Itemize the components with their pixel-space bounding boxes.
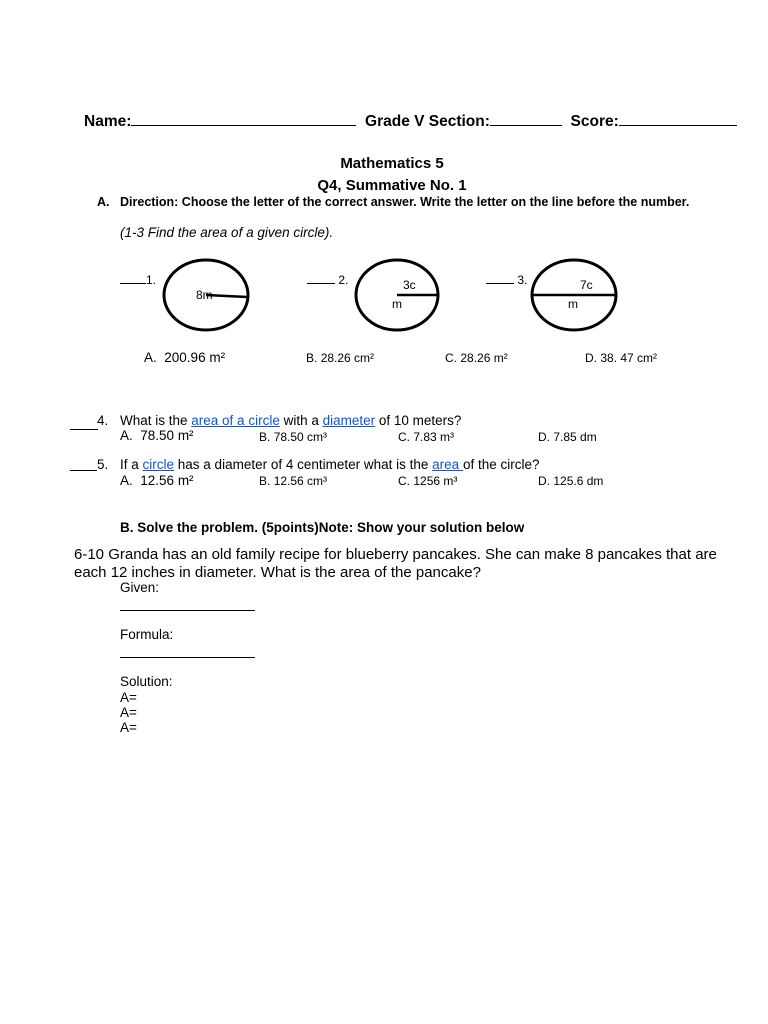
choice-letter: D. [585, 351, 597, 365]
choice-value: 200.96 m² [164, 350, 226, 365]
choice-letter: A. [144, 350, 157, 365]
given-label: Given: [120, 580, 160, 595]
q5-choice-b [259, 474, 327, 488]
circle-1-label: 8m [196, 288, 213, 302]
choice-value: 38. 47 cm² [600, 351, 658, 365]
circle-3-label-bottom: m [568, 297, 578, 311]
grade-section-label: Grade V Section: [365, 113, 490, 130]
document-subtitle: Q4, Summative No. 1 [317, 177, 467, 194]
circle-2-label-top: 3c [403, 278, 416, 292]
choice-letter: C. [398, 430, 410, 444]
choice-value: 78.50 cm³ [273, 430, 328, 444]
circle-number-3: 3. [517, 273, 528, 287]
q4-choice-a [120, 428, 194, 443]
q4-choice-b [259, 430, 327, 444]
answer-line-1 [120, 273, 156, 287]
problem-text-line-1: 6-10 Granda has an old family recipe for blueberry pancakes. She can make 8 pancakes that are [74, 546, 717, 563]
circle-figure-2 [356, 260, 438, 330]
choice-letter: D. [538, 430, 550, 444]
score-label: Score: [570, 113, 619, 130]
choice-letter: B. [306, 351, 318, 365]
choice-value: 12.56 m² [140, 473, 194, 488]
area-of-a-circle-link[interactable]: area of a circle [191, 413, 280, 428]
question-5-text [120, 457, 540, 472]
answer-line-2 [307, 273, 348, 287]
name-label: Name: [84, 113, 132, 130]
q4-text-post: of 10 meters? [375, 413, 462, 428]
choice-value: 1256 m³ [413, 474, 458, 488]
choice-1-3-c [445, 351, 508, 365]
answer-blank-4[interactable] [70, 429, 98, 430]
q4-choice-d [538, 430, 597, 444]
given-answer-line[interactable] [120, 610, 255, 611]
choice-value: 7.83 m³ [413, 430, 455, 444]
choice-letter: D. [538, 474, 550, 488]
part-a-letter: A. [97, 195, 110, 209]
answer-blank-2[interactable] [307, 283, 335, 284]
part-a-instruction: (1-3 Find the area of a given circle). [120, 225, 334, 240]
choice-letter: B. [259, 474, 271, 488]
answer-blank-1[interactable] [120, 283, 146, 284]
choice-value: 125.6 dm [553, 474, 604, 488]
choice-1-3-b [306, 351, 374, 365]
solution-line-3: A= [120, 720, 137, 735]
circle-number-1: 1. [146, 273, 157, 287]
answer-blank-3[interactable] [486, 283, 514, 284]
circle-number-2: 2. [338, 273, 349, 287]
diameter-link[interactable]: diameter [322, 413, 376, 428]
q5-text-post: of the circle? [462, 457, 540, 472]
q4-text-pre: What is the [120, 413, 192, 428]
question-4-text [120, 413, 461, 428]
question-5-number: 5. [97, 457, 109, 472]
area-link[interactable]: area [432, 457, 463, 472]
circle-figure-3 [532, 260, 616, 330]
choice-value: 28.26 cm² [320, 351, 375, 365]
solution-line-2: A= [120, 705, 137, 720]
choice-letter: A. [120, 428, 133, 443]
choice-letter: C. [398, 474, 410, 488]
choice-1-3-a [144, 350, 225, 365]
part-a-direction: Direction: Choose the letter of the correct answer. Write the letter on the line before the number. [120, 195, 690, 209]
circle-3-label-top: 7c [580, 278, 593, 292]
q5-text-pre: If a [120, 457, 143, 472]
q5-choice-c [398, 474, 457, 488]
q5-text-mid: has a diameter of 4 centimeter what is the [174, 457, 433, 472]
question-4-number: 4. [97, 413, 109, 428]
answer-blank-5[interactable] [70, 470, 97, 471]
answer-line-3 [486, 273, 527, 287]
formula-label: Formula: [120, 627, 174, 642]
solution-line-1: A= [120, 690, 137, 705]
choice-value: 28.26 m² [460, 351, 508, 365]
problem-text-line-2: each 12 inches in diameter. What is the area of the pancake? [74, 564, 481, 581]
choice-value: 12.56 cm³ [273, 474, 328, 488]
formula-answer-line[interactable] [120, 657, 255, 658]
q5-choice-a [120, 473, 194, 488]
choice-letter: B. [259, 430, 271, 444]
document-title: Mathematics 5 [340, 155, 444, 172]
choice-value: 78.50 m² [140, 428, 194, 443]
choice-letter: C. [445, 351, 457, 365]
choice-value: 7.85 dm [553, 430, 597, 444]
circle-2-label-bottom: m [392, 297, 402, 311]
part-b-heading: B. Solve the problem. (5points)Note: Show your solution below [120, 520, 525, 535]
q4-text-mid: with a [279, 413, 323, 428]
q4-choice-c [398, 430, 454, 444]
q5-choice-d [538, 474, 603, 488]
circle-link[interactable]: circle [142, 457, 175, 472]
choice-letter: A. [120, 473, 133, 488]
choice-1-3-d [585, 351, 657, 365]
solution-label: Solution: [120, 674, 173, 689]
